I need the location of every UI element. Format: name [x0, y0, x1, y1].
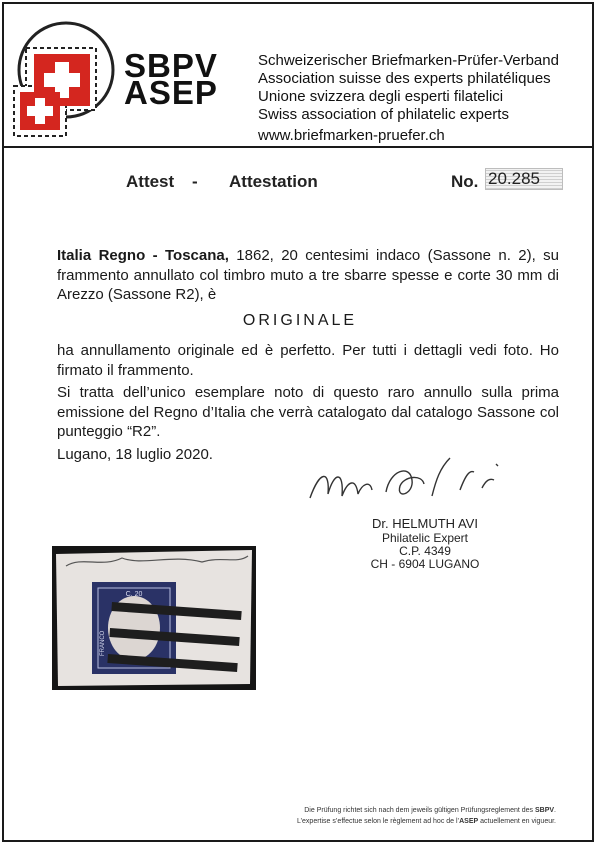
stamp-value-label: C. 20: [125, 591, 143, 598]
rarity-paragraph: Si tratta dell’unico esemplare noto di questo raro annullo sulla prima emissione del Regno d’Italia che verrà catalogato dal catalogo Sassone col punteggio “R2”.: [57, 384, 559, 440]
brand-asep: ASEP: [124, 74, 218, 111]
stamp-franco-label: FRANCO: [100, 630, 106, 656]
expert-title: Philatelic Expert: [381, 531, 469, 545]
association-names: [258, 52, 559, 124]
title-attestation: Attestation: [229, 172, 318, 191]
description-paragraph: [57, 246, 559, 305]
stamp-photo: [52, 546, 256, 690]
originale-verdict: ORIGINALE: [242, 312, 358, 329]
footer-fr-end: actuellement en vigueur.: [478, 818, 556, 825]
sbpv-logo-icon: [8, 18, 120, 140]
expert-city: CH - 6904 LUGANO: [370, 557, 480, 571]
footer-fr-text: L’expertise s’effectue selon le règlement ad hoc de l’: [296, 818, 460, 825]
footer-de-bold: SBPV: [534, 807, 555, 814]
brand-sbpv: SBPV: [124, 47, 218, 84]
certificate-number: 20.285: [485, 168, 563, 190]
handwritten-signature: [300, 450, 510, 510]
header-divider: [2, 146, 594, 148]
expert-po-box: C.P. 4349: [399, 544, 451, 558]
footer-de-text: Die Prüfung richtet sich nach dem jeweils gültigen Prüfungsreglement des: [304, 807, 535, 814]
footer-de-end: .: [554, 807, 556, 814]
footer-line-fr: [256, 818, 556, 825]
title-attest: Attest: [126, 172, 175, 191]
title-dash: -: [192, 172, 198, 191]
association-en: Swiss association of philatelic experts: [258, 106, 509, 123]
association-de: Schweizerischer Briefmarken-Prüfer-Verband: [258, 52, 559, 69]
condition-paragraph: ha annullamento originale ed è perfetto. Per tutti i dettagli vedi foto. Ho firmato il frammento.: [57, 342, 559, 379]
description-text: 1862, 20 centesimi indaco (Sassone n. 2), su frammento annullato col timbro muto a tre sbarre spesse e corte 30 mm di Arezzo (Sassone R2), è: [57, 247, 559, 303]
footer-line-de: [256, 807, 556, 814]
certificate-number-label: No.: [451, 172, 479, 191]
issue-date: Lugano, 18 luglio 2020.: [57, 446, 213, 463]
expert-name: Dr. HELMUTH AVI: [372, 516, 478, 531]
description-heading: Italia Regno - Toscana,: [57, 247, 229, 264]
brand-name: [124, 47, 218, 111]
association-fr: Association suisse des experts philatéliques: [258, 70, 551, 87]
website-link[interactable]: www.briefmarken-pruefer.ch: [258, 127, 445, 144]
footer-fr-bold: ASEP: [459, 818, 479, 825]
association-it: Unione svizzera degli esperti filatelici: [258, 88, 504, 105]
